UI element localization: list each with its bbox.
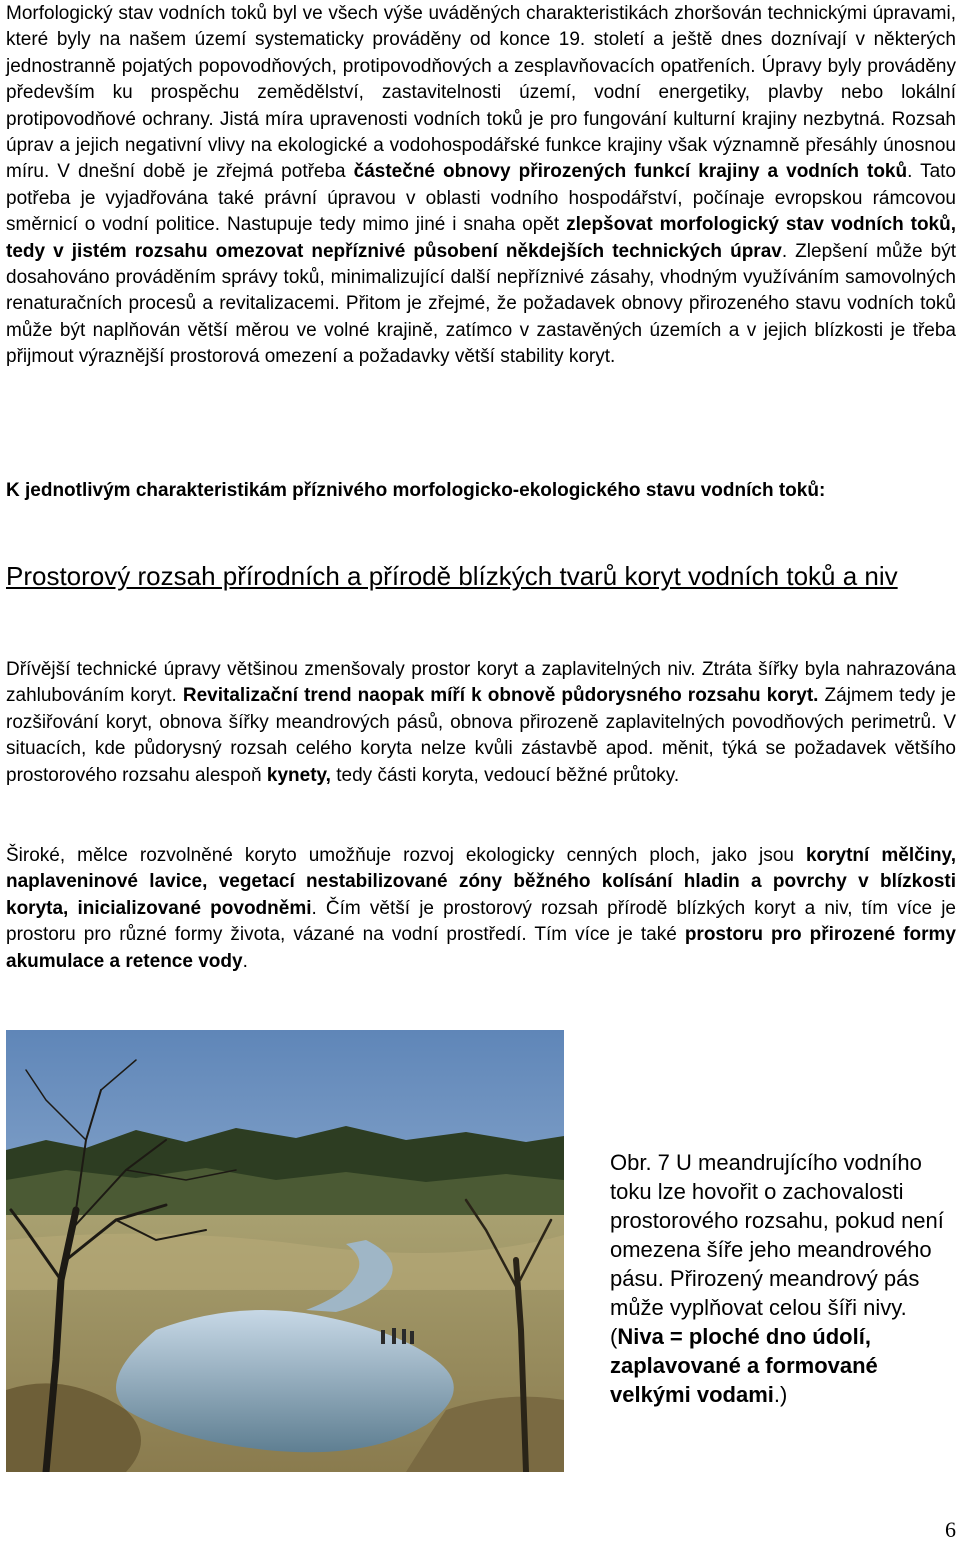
paragraph-extent <box>6 657 956 789</box>
page-number: 6 <box>945 1517 956 1542</box>
p3-text-3: . <box>242 950 248 972</box>
subsection-heading: Prostorový rozsah přírodních a přírodě blízkých tvarů koryt vodních toků a niv <box>6 561 898 591</box>
intro-text-3: . Zlepšení může být dosahováno prováděním správy toků, minimalizující další nepříznivé zásahy, vhodným využíváním samovolných renaturačních procesů a revitalizacemi. Přitom je zřejmé, že požadavek obnovy přirozeného stavu vodních toků může být naplňován větší měrou ve volné krajině, zatímco v zastavěných územích a v jejich blízkosti je třeba přijmout výraznější prostorová omezení a požadavky větší stability koryt. <box>6 240 956 368</box>
intro-bold-1: částečné obnovy přirozených funkcí krajiny a vodních toků <box>353 161 908 183</box>
meandering-river-photo <box>6 1030 564 1472</box>
caption-bold-definition: Niva = ploché dno údolí, zaplavované a formované velkými vodami <box>610 1324 878 1407</box>
river-landscape-illustration <box>6 1030 564 1472</box>
p2-bold-2: kynety, <box>266 764 331 786</box>
section-heading: K jednotlivým charakteristikám příznivého morfologicko-ekologického stavu vodních toků: <box>6 480 826 501</box>
paragraph-wide-channel <box>6 843 956 975</box>
p2-text-2: Zájmem tedy je rozšiřování koryt, obnova šířky meandrových pásů, obnova přirozeně zaplavitelných povodňových perimetrů. V situacích, kde půdorysný rozsah celého koryta nelze kvůli zástavbě apod. měnit, týká se požadavek většího prostorového rozsahu alespoň <box>6 685 956 786</box>
p3-bold-1: korytní mělčiny, naplaveninové lavice, vegetací nestabilizované zóny běžného kolísání hladin a povrchy v blízkosti koryta, inicializované povodněmi <box>6 845 956 919</box>
caption-text-2: .) <box>773 1382 788 1407</box>
intro-bold-2: zlepšovat morfologický stav vodních toků, tedy v jistém rozsahu omezovat nepříznivé působení někdejších technických úprav <box>6 214 956 262</box>
caption-text-1: Obr. 7 U meandrujícího vodního toku lze hovořit o zachovalosti prostorového rozsahu, pokud není omezena šíře jeho meandrového pásu. Přirozený meandrový pás může vyplňovat celou šíři nivy. ( <box>610 1150 944 1349</box>
p3-text-2: . Čím větší je prostorový rozsah přírodě blízkých koryt a niv, tím více je prostoru pro různé formy života, vázané na vodní prostředí. Tím více je také <box>6 897 956 946</box>
p2-text-3: tedy části koryta, vedoucí běžné průtoky. <box>330 764 680 786</box>
p3-text-1: Široké, mělce rozvolněné koryto umožňuje rozvoj ekologicky cenných ploch, jako jsou <box>6 845 806 866</box>
intro-text-1: Morfologický stav vodních toků byl ve všech výše uváděných charakteristikách zhoršován technickými úpravami, které byly na našem území systematicky prováděny od konce 19. století a ještě dnes doznívají v některých jednostranně pojatých popovodňových, protipovodňových a zesplavňovacích opatřeních. Úpravy byly prováděny především ku prospěchu zemědělství, zastavitelnosti území, vodní energetiky, plavby nebo lokální protipovodňové ochrany. Jistá míra upravenosti vodních toků je pro fungování kulturní krajiny nezbytná. Rozsah úprav a jejich negativní vlivy na ekologické a vodohospodářské funkce krajiny však významně přesáhly únosnou míru. V dnešní době je zřejmá potřeba <box>6 3 956 183</box>
p2-bold-1: Revitalizační trend naopak míří k obnově půdorysného rozsahu koryt. <box>182 685 819 707</box>
intro-paragraph <box>6 1 956 371</box>
intro-text-2: . Tato potřeba je vyjadřována také právní úpravou v oblasti vodního hospodářství, počínaje evropskou rámcovou směrnicí o vodní politice. Nastupuje tedy mimo jiné i snaha opět <box>6 161 956 236</box>
photo-caption <box>610 1148 960 1409</box>
p2-text-1: Dřívější technické úpravy většinou zmenšovaly prostor koryt a zaplavitelných niv. Ztráta šířky byla nahrazována zahlubováním koryt. <box>6 659 956 707</box>
p3-bold-2: prostoru pro přirozené formy akumulace a retence vody <box>6 924 957 972</box>
